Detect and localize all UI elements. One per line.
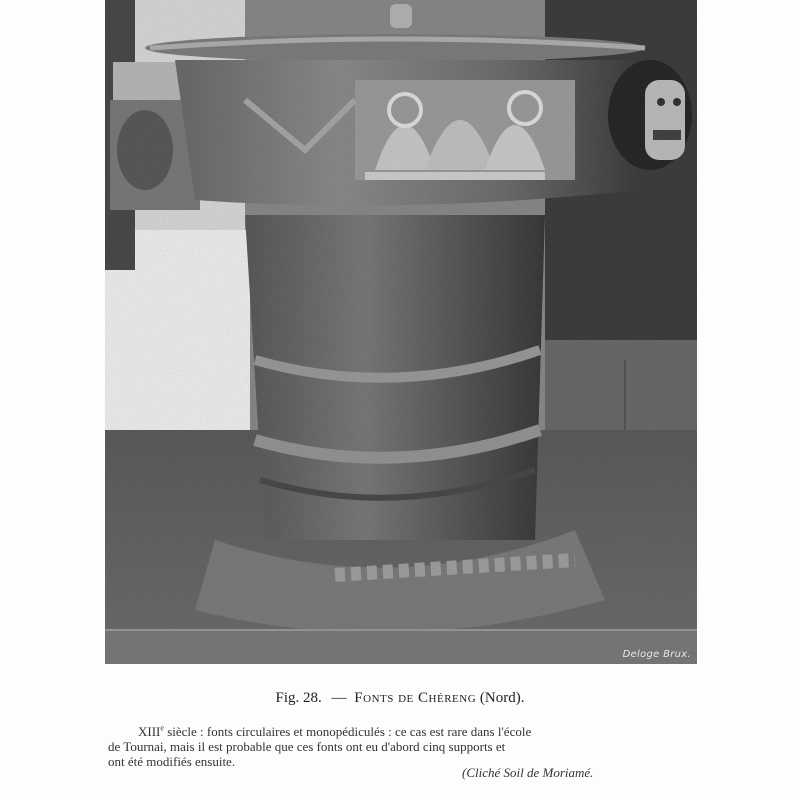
- figure-number: Fig. 28.: [275, 690, 322, 706]
- figure-description: [108, 724, 692, 769]
- caption-dash: —: [331, 690, 347, 706]
- figure-place: (Nord).: [479, 690, 525, 706]
- font-photograph: [105, 0, 697, 664]
- description-line-3: ont été modifiés ensuite.: [108, 754, 236, 769]
- figure-caption: [0, 690, 800, 707]
- description-line-2: de Tournai, mais il est probable que ces fonts ont eu d'abord cinq supports et: [108, 739, 506, 754]
- description-line-1-text: siècle : fonts circulaires et monopédiculés : ce cas est rare dans l'école: [163, 724, 532, 739]
- font-photo-image: [105, 0, 697, 664]
- century-numeral: XIII: [138, 724, 161, 739]
- engraver-signature: Deloge Brux.: [622, 649, 691, 660]
- century-superscript: e: [160, 723, 164, 733]
- photo-credit: (Cliché Soil de Moriamé.: [462, 765, 594, 780]
- figure-title: Fonts de Chéreng: [354, 690, 477, 706]
- description-line-1: [108, 724, 692, 739]
